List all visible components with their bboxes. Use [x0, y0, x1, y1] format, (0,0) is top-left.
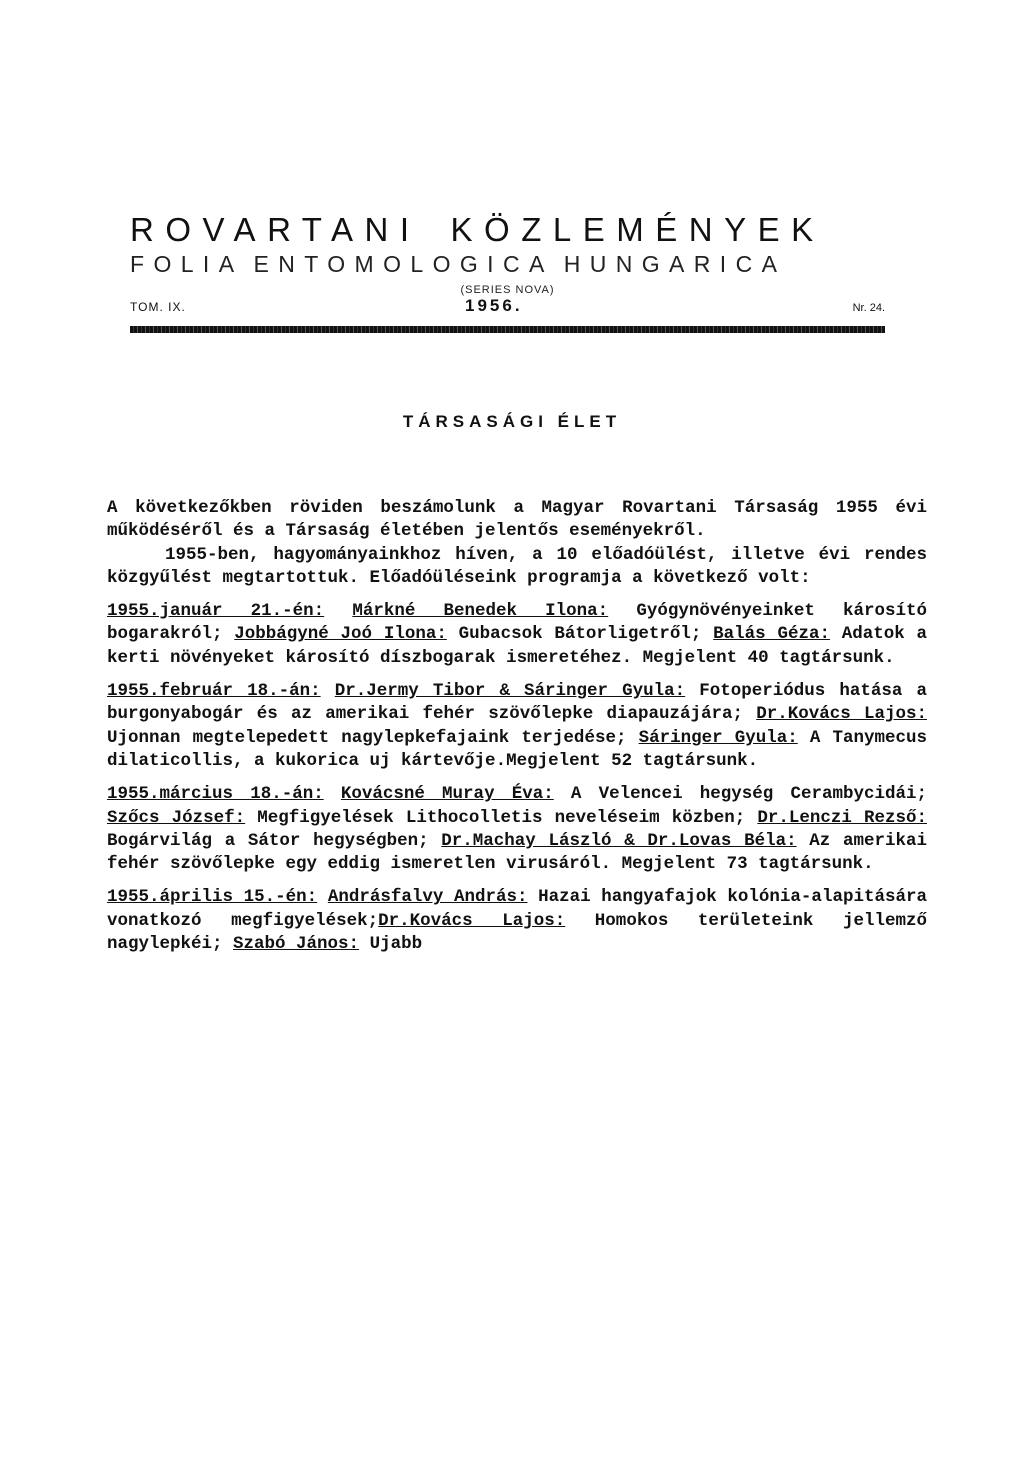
subtitle-part2: ENTOMOLOGICA: [253, 251, 554, 277]
speaker-name: Szabó János:: [233, 934, 360, 955]
section-title: TÁRSASÁGI ÉLET: [402, 412, 622, 431]
lecture-title: Homokos területeink jellemző nagylepkéi;: [107, 910, 927, 955]
lecture-title: Bogárvilág a Sátor hegységben;: [107, 830, 442, 851]
header-rule: [130, 326, 885, 333]
speaker-name: Sáringer Gyula:: [638, 727, 798, 748]
lecture-title: Ujabb: [359, 934, 423, 955]
speaker-name: Dr.Kovács Lajos:: [756, 704, 927, 725]
speaker-name: Dr.Kovács Lajos:: [378, 910, 566, 931]
document-body: [107, 497, 927, 956]
journal-title-part1: ROVARTANI: [130, 211, 421, 248]
lecture-title: Megfigyelések Lithocolletis neveléseim közben;: [245, 807, 758, 828]
lecture-title: Gubacsok Bátorligetről;: [446, 624, 714, 645]
lecture-title: Gyógynövényeinket károsító bogarakról;: [107, 601, 927, 645]
meetings-list: [107, 600, 927, 956]
subtitle-part1: FOLIA: [130, 251, 244, 277]
lecture-title: Adatok a kerti növényeket károsító díszbogarak ismeretéhez. Megjelent 40 tagtársunk.: [107, 624, 927, 668]
speaker-name: Jobbágyné Joó Ilona:: [234, 624, 447, 645]
speaker-name: Dr.Machay László & Dr.Lovas Béla:: [441, 830, 797, 851]
issue-line: [130, 296, 885, 318]
speaker-name: Szőcs József:: [107, 807, 246, 828]
intro-paragraph: A következőkben röviden beszámolunk a Magyar Rovartani Társaság 1955 évi működéséről és a Társaság életében jelentős eseményekről.: [107, 498, 927, 542]
subtitle-part3: HUNGARICA: [563, 251, 787, 277]
meeting-entry: [107, 783, 927, 876]
lecture-title: Fotoperiódus hatása a burgonyabogár és az amerikai fehér szövőlepke diapauzájára;: [107, 681, 927, 725]
speaker-name: Dr.Lenczi Rezső:: [757, 807, 927, 828]
masthead: [130, 210, 885, 333]
lecture-title: A Velencei hegység Cerambycidái;: [553, 784, 927, 805]
intro-paragraph-2: 1955-ben, hagyományainkhoz híven, a 10 előadóülést, illetve évi rendes közgyűlést megtartottuk. Előadóüléseink programja a következő volt:: [107, 544, 927, 588]
issue-number: Nr. 24.: [852, 302, 885, 314]
year-label: 1956.: [465, 296, 523, 315]
speaker-name: Márkné Benedek Ilona:: [352, 601, 609, 622]
journal-title: [130, 210, 885, 250]
lecture-title: A Tanymecus dilaticollis, a kukorica uj kártevője.Megjelent 52 tagtársunk.: [107, 727, 927, 771]
meeting-date: 1955.január 21.-én:: [107, 601, 325, 622]
meeting-entry: [107, 600, 927, 670]
lecture-title: Ujonnan megtelepedett nagylepkefajaink terjedése;: [107, 727, 639, 748]
series-label: (SERIES NOVA): [460, 284, 555, 296]
lecture-title: Az amerikai fehér szövőlepke egy eddig ismeretlen virusáról. Megjelent 73 tagtársunk.: [107, 830, 927, 875]
meeting-date: 1955.április 15.-én:: [107, 887, 318, 908]
meeting-entry: [107, 886, 927, 956]
lecture-title: Hazai hangyafajok kolónia-alapitására vonatkozó megfigyelések;: [107, 887, 927, 931]
speaker-name: Kovácsné Muray Éva:: [340, 784, 554, 805]
speaker-name: Andrásfalvy András:: [327, 887, 528, 908]
journal-title-part2: KÖZLEMÉNYEK: [450, 211, 825, 248]
speaker-name: Balás Géza:: [713, 624, 830, 645]
meeting-date: 1955.február 18.-án:: [107, 681, 321, 702]
meeting-entry: [107, 680, 927, 773]
meeting-date: 1955.március 18.-án:: [107, 784, 324, 805]
journal-subtitle: [130, 250, 885, 278]
speaker-name: Dr.Jermy Tibor & Sáringer Gyula:: [334, 681, 686, 702]
volume-label: TOM. IX.: [130, 300, 186, 314]
